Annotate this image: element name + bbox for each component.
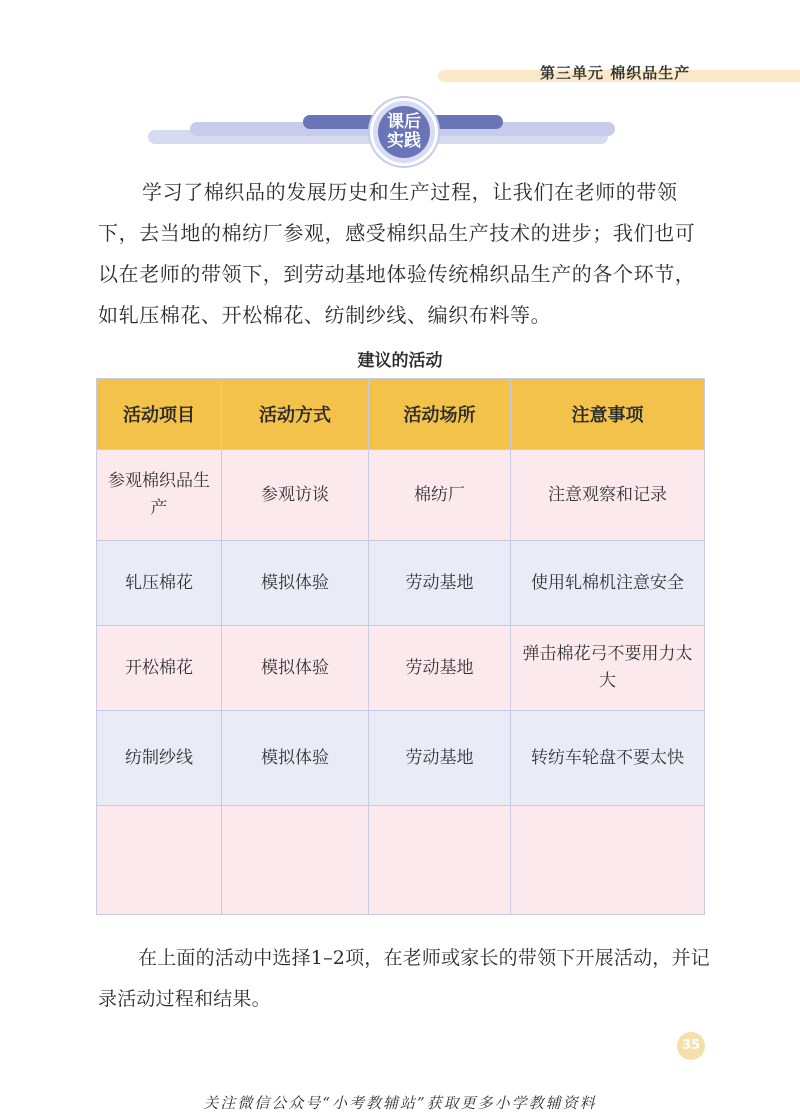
section-badge-line1: 课后: [387, 112, 421, 132]
table-cell: 劳动基地: [369, 626, 511, 711]
table-cell: 注意观察和记录: [511, 450, 705, 541]
intro-text: 学习了棉织品的发展历史和生产过程，让我们在老师的带领下，去当地的棉纺厂参观，感受棉织品生产技术的进步；我们也可以在老师的带领下，到劳动基地体验传统棉织品生产的各个环节，如轧压棉花、开松棉花、纺制纱线、编织布料等。: [98, 180, 696, 327]
footer-note: 关注微信公众号“小考教辅站”获取更多小学教辅资料: [203, 1094, 597, 1112]
table-title: 建议的活动: [357, 351, 443, 371]
table-cell-empty: [369, 806, 511, 915]
table-header-cell: 活动方式: [222, 379, 369, 450]
section-banner-left: [303, 115, 378, 129]
activities-table: [96, 378, 705, 915]
intro-paragraph: [98, 172, 708, 336]
unit-title: 第三单元 棉织品生产: [540, 64, 691, 82]
section-banner-right: [428, 115, 503, 129]
table-row-empty: [97, 806, 705, 915]
table-row: [97, 541, 705, 626]
table-cell: 参观棉织品生产: [97, 450, 222, 541]
page-number: 35: [677, 1032, 705, 1060]
table-cell: 参观访谈: [222, 450, 369, 541]
section-badge: [370, 98, 438, 166]
table-cell: 棉纺厂: [369, 450, 511, 541]
section-badge-inner: [378, 106, 430, 158]
table-cell: 弹击棉花弓不要用力太大: [511, 626, 705, 711]
section-badge-line2: 实践: [387, 131, 421, 151]
table-cell-empty: [222, 806, 369, 915]
outro-paragraph: [98, 938, 714, 1020]
table-row: [97, 450, 705, 541]
table-cell: 模拟体验: [222, 541, 369, 626]
table-cell: 转纺车轮盘不要太快: [511, 711, 705, 806]
table-row: [97, 711, 705, 806]
table-cell: 开松棉花: [97, 626, 222, 711]
table-cell-empty: [97, 806, 222, 915]
table-row: [97, 626, 705, 711]
table-cell: 纺制纱线: [97, 711, 222, 806]
table-header-cell: 注意事项: [511, 379, 705, 450]
table-header-row: [97, 379, 705, 450]
table-cell-empty: [511, 806, 705, 915]
table-cell: 劳动基地: [369, 711, 511, 806]
table-cell: 模拟体验: [222, 626, 369, 711]
table-header-cell: 活动项目: [97, 379, 222, 450]
table-cell: 使用轧棉机注意安全: [511, 541, 705, 626]
outro-text: 在上面的活动中选择1–2项，在老师或家长的带领下开展活动，并记录活动过程和结果。: [98, 947, 710, 1010]
table-cell: 模拟体验: [222, 711, 369, 806]
table-cell: 劳动基地: [369, 541, 511, 626]
table-header-cell: 活动场所: [369, 379, 511, 450]
table-cell: 轧压棉花: [97, 541, 222, 626]
